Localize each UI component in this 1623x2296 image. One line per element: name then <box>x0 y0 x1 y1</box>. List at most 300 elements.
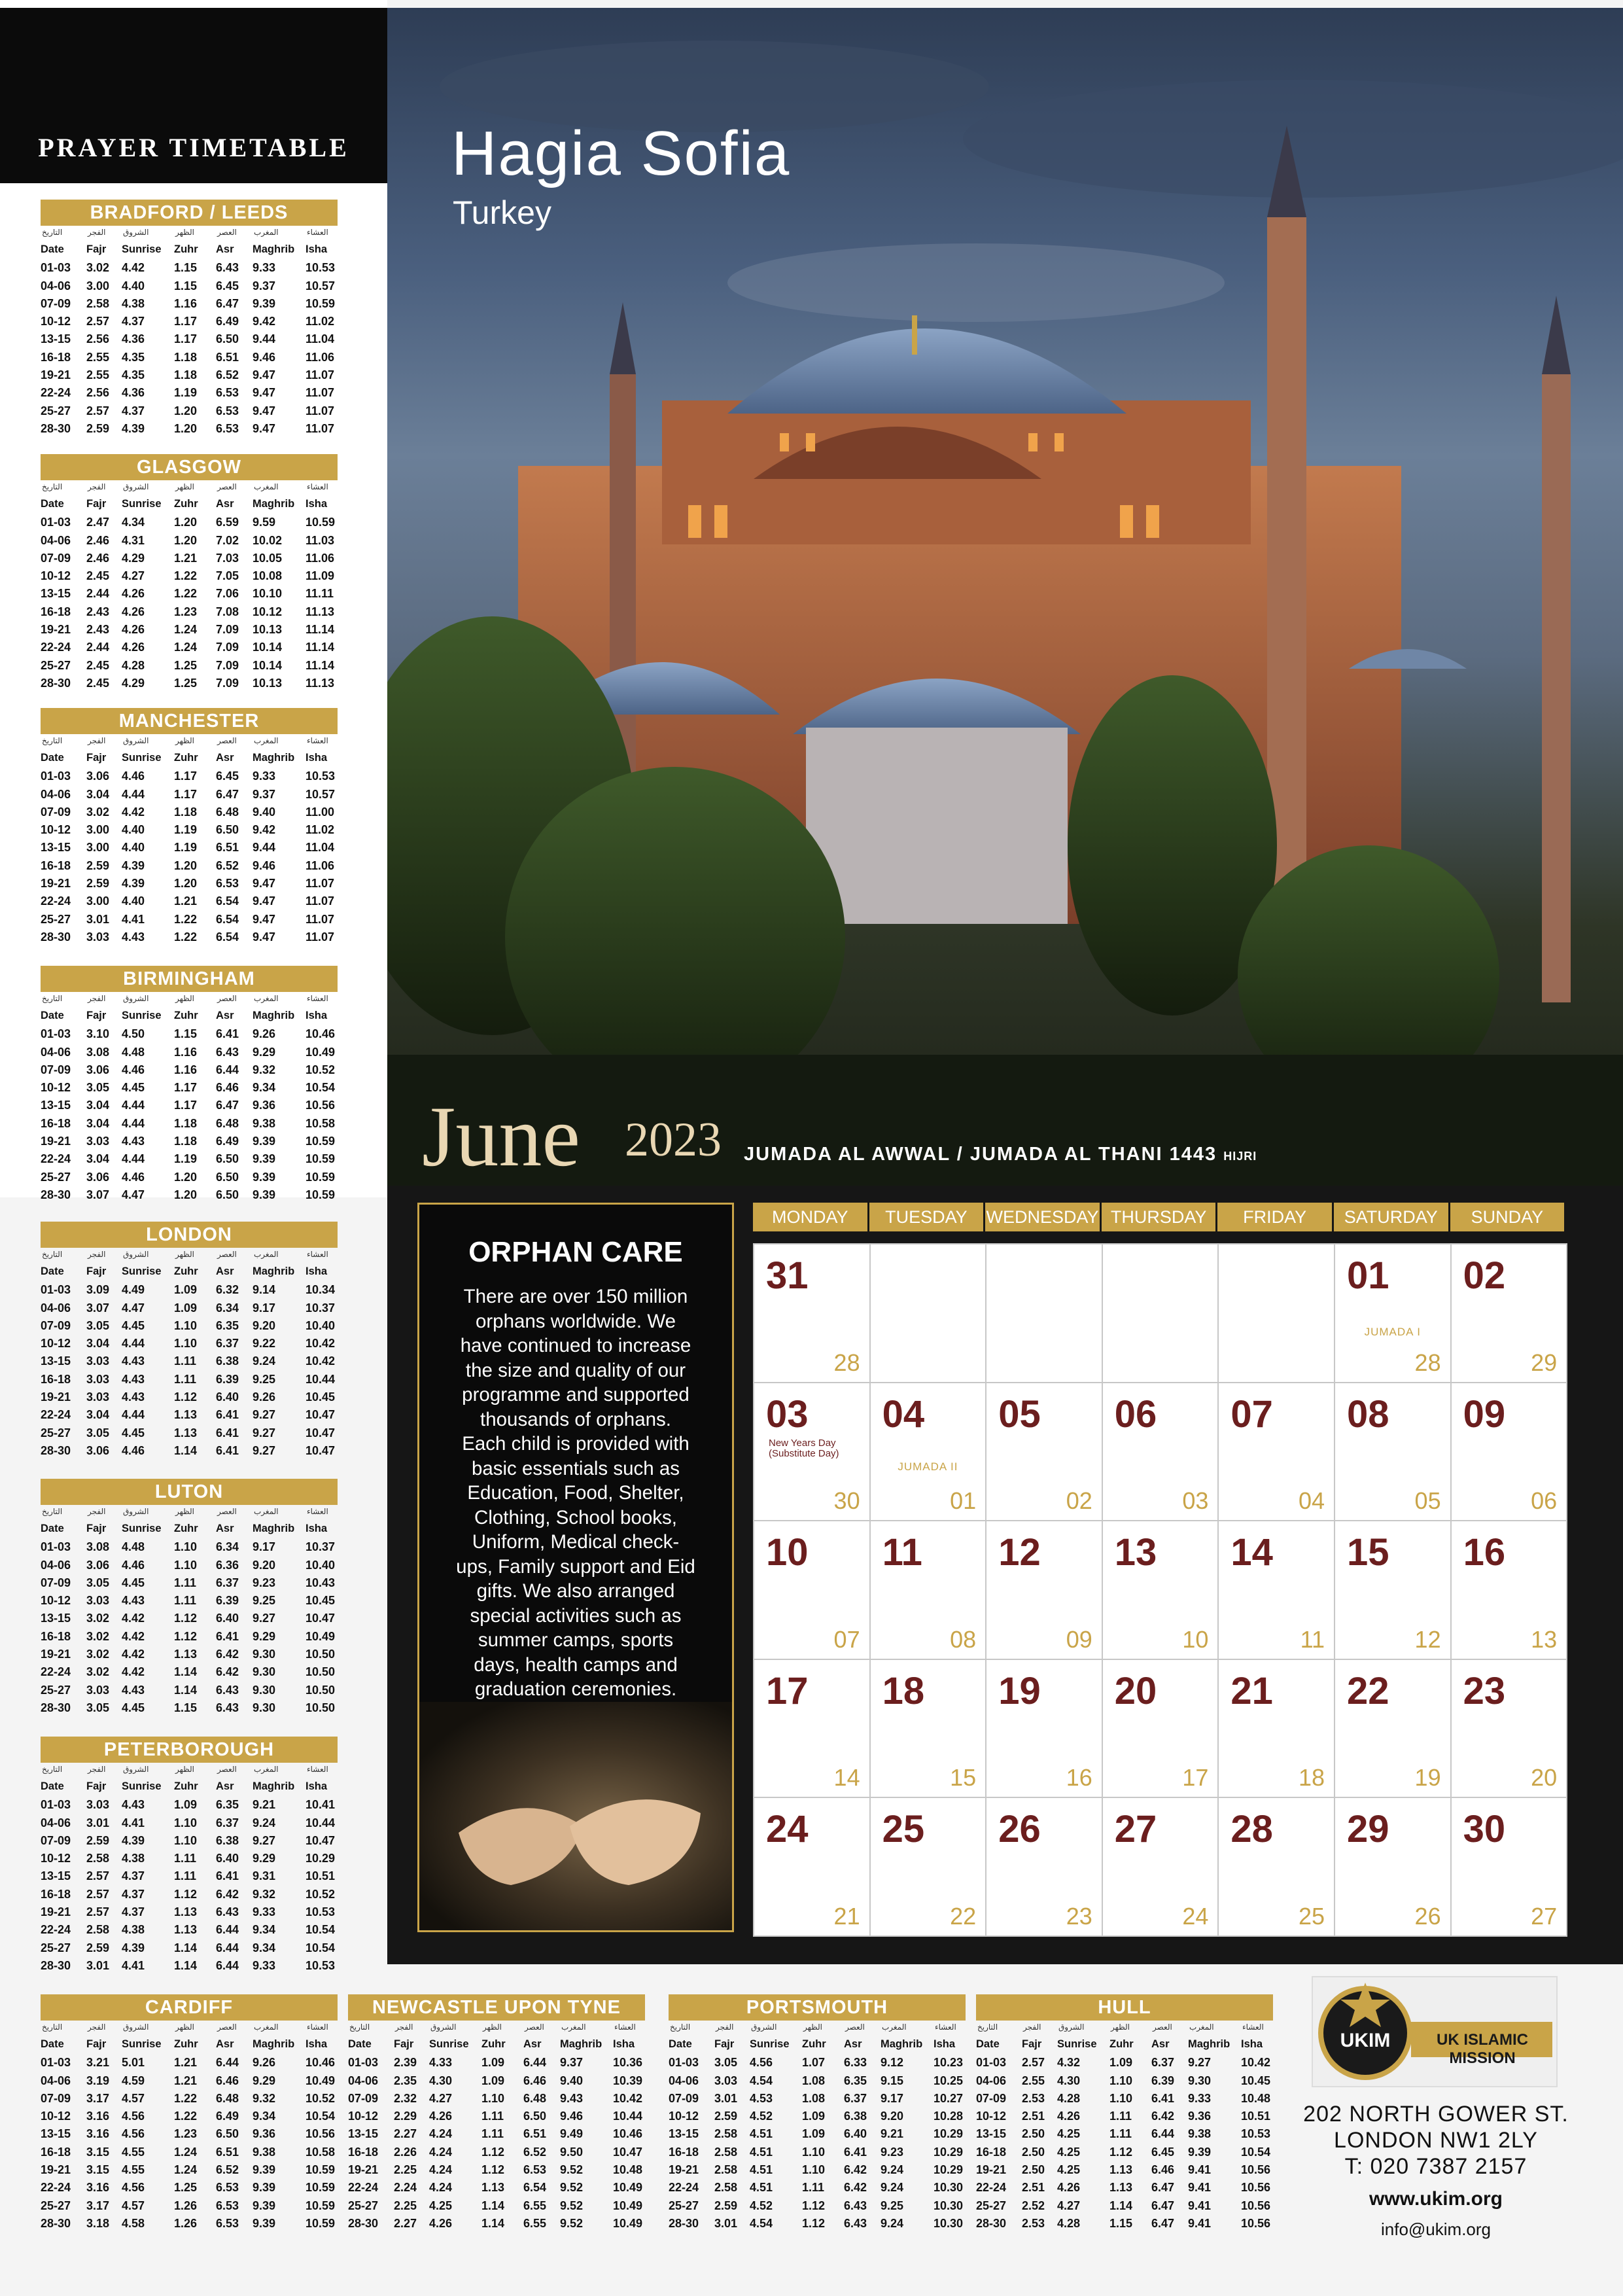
timetable-cell: 6.49 <box>216 315 239 328</box>
calendar-day-cell <box>1334 1382 1452 1522</box>
timetable-cell: 3.01 <box>714 2216 738 2230</box>
timetable-row <box>41 2215 338 2233</box>
timetable-cell: 11.04 <box>305 332 335 346</box>
arabic-column-headers <box>41 1763 338 1778</box>
timetable-cell: 9.47 <box>253 421 276 435</box>
timetable-cell: 10.47 <box>305 1612 336 1625</box>
timetable-cell: 1.13 <box>174 1408 198 1422</box>
timetable-cell: 10.37 <box>305 1540 336 1554</box>
timetable-cell: 3.06 <box>86 1170 110 1184</box>
arabic-column-label: العشاء <box>307 228 328 237</box>
column-label: Sunrise <box>122 1265 162 1277</box>
timetable-cell: 7.05 <box>216 569 239 583</box>
calendar-day-cell <box>1334 1659 1452 1799</box>
timetable-cell: 6.32 <box>216 1283 239 1297</box>
timetable-cell: 3.17 <box>86 2091 110 2105</box>
timetable-cell: 9.41 <box>1188 2163 1212 2177</box>
calendar-day-cell <box>985 1520 1103 1660</box>
column-label: Sunrise <box>122 243 162 255</box>
hijri-day: 25 <box>1298 1902 1325 1930</box>
timetable-cell: 10.56 <box>1241 2163 1271 2177</box>
gregorian-day: 23 <box>1463 1669 1506 1712</box>
timetable-cell: 1.18 <box>174 350 198 364</box>
timetable-luton <box>41 1479 338 1717</box>
arabic-column-headers <box>41 1505 338 1521</box>
timetable-row <box>41 2197 338 2215</box>
place-country: Turkey <box>453 194 551 231</box>
arabic-column-label: الفجر <box>88 1765 106 1774</box>
timetable-cell: 4.46 <box>122 1443 145 1457</box>
hijri-day: 27 <box>1531 1902 1558 1930</box>
timetable-cell: 04-06 <box>41 1045 71 1059</box>
timetable-cell: 19-21 <box>669 2163 699 2177</box>
timetable-cell: 1.15 <box>1109 2216 1133 2230</box>
column-label: Asr <box>216 1523 234 1534</box>
timetable-cell: 4.25 <box>429 2199 453 2212</box>
column-label: Sunrise <box>122 1523 162 1534</box>
timetable-cell: 3.02 <box>86 1648 110 1661</box>
ukim-logo <box>1312 1976 1558 2087</box>
timetable-cell: 10.47 <box>305 1443 336 1457</box>
timetable-cell: 9.52 <box>560 2163 584 2177</box>
timetable-cell: 9.33 <box>253 1905 276 1919</box>
timetable-cell: 10.59 <box>305 2181 336 2195</box>
timetable-cell: 25-27 <box>41 912 71 926</box>
timetable-cell: 1.11 <box>174 1354 197 1368</box>
hijri-day: 17 <box>1182 1764 1209 1791</box>
hijri-day: 10 <box>1182 1625 1209 1653</box>
timetable-cell: 3.07 <box>86 1301 110 1315</box>
timetable-cell: 9.41 <box>1188 2199 1212 2212</box>
timetable-cell: 3.03 <box>86 1594 110 1608</box>
orphan-care-line: special activities such as <box>470 1604 682 1627</box>
timetable-cell: 9.17 <box>881 2091 904 2105</box>
timetable-cell: 6.50 <box>216 823 239 837</box>
timetable-cell: 16-18 <box>41 605 71 618</box>
timetable-cell: 6.42 <box>1151 2110 1175 2123</box>
timetable-row <box>41 875 338 892</box>
timetable-cell: 7.09 <box>216 658 239 672</box>
arabic-column-label: الفجر <box>1023 2022 1041 2032</box>
timetable-cell: 10.53 <box>305 769 336 783</box>
timetable-cell: 9.38 <box>1188 2127 1212 2141</box>
timetable-cell: 10.58 <box>305 2145 336 2159</box>
email-link[interactable]: info@ukim.org <box>1380 2219 1491 2239</box>
timetable-cell: 9.47 <box>253 877 276 891</box>
timetable-cell: 11.11 <box>305 587 334 601</box>
hijri-months <box>744 1144 1257 1165</box>
gregorian-day: 20 <box>1114 1669 1157 1712</box>
timetable-cell: 10.02 <box>253 533 283 547</box>
timetable-cell: 13-15 <box>348 2127 379 2141</box>
timetable-cell: 11.07 <box>305 912 335 926</box>
timetable-row <box>41 1406 338 1424</box>
timetable-cell: 07-09 <box>41 805 71 819</box>
timetable-row <box>976 2090 1273 2108</box>
timetable-cell: 10.49 <box>305 2074 336 2087</box>
weekday-header: SATURDAY <box>1334 1203 1448 1231</box>
timetable-cell: 9.40 <box>560 2074 584 2087</box>
timetable-cell: 3.06 <box>86 769 110 783</box>
timetable-cell: 9.39 <box>253 2199 276 2212</box>
timetable-row <box>41 603 338 621</box>
gregorian-day: 27 <box>1114 1808 1157 1850</box>
timetable-cell: 6.43 <box>216 1701 239 1714</box>
address-line-2: LONDON NW1 2LY <box>1334 2128 1538 2153</box>
timetable-row <box>41 1592 338 1610</box>
timetable-cell: 4.48 <box>122 1540 145 1554</box>
timetable-cell: 25-27 <box>976 2199 1007 2212</box>
column-label: Sunrise <box>122 1010 162 1021</box>
timetable-cell: 2.57 <box>86 315 110 328</box>
hijri-day: 07 <box>833 1625 860 1653</box>
timetable-cell: 9.36 <box>1188 2110 1212 2123</box>
timetable-cell: 9.39 <box>253 1188 276 1201</box>
timetable-cell: 9.27 <box>253 1443 276 1457</box>
column-label: Date <box>976 2038 1000 2050</box>
timetable-cell: 6.41 <box>216 1408 239 1422</box>
timetable-cell: 6.48 <box>216 805 239 819</box>
column-label: Date <box>41 1523 64 1534</box>
gregorian-day: 15 <box>1347 1531 1389 1574</box>
timetable-cell: 1.22 <box>174 930 198 944</box>
gregorian-day: 12 <box>998 1531 1041 1574</box>
arabic-column-label: الشروق <box>123 1765 149 1774</box>
timetable-cell: 2.59 <box>86 877 110 891</box>
timetable-cell: 7.09 <box>216 641 239 654</box>
timetable-cell: 1.10 <box>174 1833 198 1847</box>
timetable-cell: 10.30 <box>934 2199 964 2212</box>
timetable-cell: 10.49 <box>613 2181 643 2195</box>
timetable-cell: 3.03 <box>86 1372 110 1386</box>
orphan-care-line: days, health camps and <box>474 1653 678 1676</box>
timetable-cell: 04-06 <box>41 1558 71 1572</box>
timetable-cell: 2.58 <box>714 2181 738 2195</box>
timetable-cell: 9.52 <box>560 2199 584 2212</box>
timetable-cell: 6.39 <box>216 1594 239 1608</box>
timetable-cell: 6.50 <box>216 1188 239 1201</box>
timetable-cell: 13-15 <box>41 1099 71 1112</box>
timetable-cell: 3.03 <box>86 1390 110 1404</box>
timetable-row <box>41 1796 338 1814</box>
calendar-day-cell <box>985 1797 1103 1937</box>
calendar-day-cell <box>753 1659 871 1799</box>
timetable-cell: 6.55 <box>523 2216 547 2230</box>
timetable-cell: 2.44 <box>86 587 110 601</box>
timetable-row <box>669 2125 966 2143</box>
gregorian-day: 03 <box>766 1392 809 1436</box>
timetable-cell: 4.40 <box>122 894 145 908</box>
timetable-cell: 2.59 <box>714 2110 738 2123</box>
timetable-cell: 4.54 <box>750 2216 773 2230</box>
timetable-cell: 1.09 <box>802 2110 826 2123</box>
timetable-cell: 11.13 <box>305 605 335 618</box>
column-label: Asr <box>216 243 234 255</box>
timetable-cell: 4.29 <box>122 676 145 690</box>
timetable-cell: 7.08 <box>216 605 239 618</box>
timetable-cell: 4.35 <box>122 368 145 382</box>
arabic-column-label: العصر <box>217 1250 237 1259</box>
timetable-cell: 6.42 <box>216 1887 239 1901</box>
calendar-day-cell <box>1217 1382 1335 1522</box>
timetable-cell: 9.24 <box>881 2216 904 2230</box>
hijri-month-label: JUMADA II <box>898 1460 958 1473</box>
timetable-cell: 6.53 <box>523 2163 547 2177</box>
timetable-cell: 1.16 <box>174 1063 198 1076</box>
arabic-column-label: العصر <box>217 1507 237 1516</box>
timetable-cell: 4.46 <box>122 1558 145 1572</box>
timetable-cell: 10.54 <box>305 1941 336 1954</box>
column-label: Isha <box>1241 2038 1263 2050</box>
arabic-column-label: الشروق <box>123 1507 149 1516</box>
column-label: Fajr <box>86 752 107 764</box>
timetable-cell: 4.38 <box>122 1852 145 1865</box>
arabic-column-headers <box>41 1248 338 1263</box>
timetable-cell: 2.45 <box>86 676 110 690</box>
timetable-row <box>41 675 338 692</box>
timetable-cell: 1.12 <box>174 1629 198 1643</box>
timetable-cell: 4.45 <box>122 1081 145 1095</box>
timetable-cell: 11.07 <box>305 894 335 908</box>
timetable-cell: 10.05 <box>253 551 283 565</box>
timetable-cell: 9.21 <box>253 1798 276 1812</box>
timetable-cell: 1.19 <box>174 823 198 837</box>
timetable-cell: 11.07 <box>305 368 335 382</box>
arabic-column-label: العصر <box>217 736 237 745</box>
timetable-cell: 3.09 <box>86 1283 110 1297</box>
timetable-cell: 4.45 <box>122 1318 145 1332</box>
timetable-cell: 9.30 <box>253 1665 276 1679</box>
timetable-cell: 07-09 <box>41 1063 71 1076</box>
timetable-cell: 6.44 <box>216 2056 239 2070</box>
gregorian-day: 13 <box>1114 1531 1157 1574</box>
timetable-cell: 04-06 <box>41 1816 71 1829</box>
timetable-cell: 3.02 <box>86 261 110 275</box>
timetable-cell: 1.13 <box>174 1905 198 1919</box>
timetable-cell: 6.47 <box>216 787 239 801</box>
timetable-cell: 07-09 <box>41 2091 71 2105</box>
weekday-header: SUNDAY <box>1450 1203 1565 1231</box>
timetable-row <box>976 2054 1273 2072</box>
timetable-cell: 9.32 <box>253 1887 276 1901</box>
timetable-cell: 9.36 <box>253 2127 276 2141</box>
timetable-cell: 1.14 <box>481 2199 505 2212</box>
timetable-cell: 10-12 <box>669 2110 699 2123</box>
timetable-cell: 10.43 <box>305 1576 336 1589</box>
timetable-cell: 2.56 <box>86 332 110 346</box>
timetable-cell: 4.56 <box>122 2110 145 2123</box>
timetable-cell: 1.17 <box>174 1099 198 1112</box>
timetable-cell: 4.45 <box>122 1426 145 1439</box>
timetable-cell: 1.10 <box>1109 2091 1133 2105</box>
timetable-cell: 4.42 <box>122 805 145 819</box>
timetable-cell: 2.27 <box>394 2216 417 2230</box>
timetable-row <box>669 2054 966 2072</box>
timetable-cell: 2.50 <box>1022 2145 1045 2159</box>
timetable-cell: 10.56 <box>1241 2199 1271 2212</box>
timetable-cell: 11.06 <box>305 858 335 872</box>
column-label: Date <box>41 243 64 255</box>
timetable-row <box>41 1317 338 1335</box>
arabic-column-label: الفجر <box>88 1250 106 1259</box>
timetable-cell: 10.48 <box>1241 2091 1271 2105</box>
timetable-cell: 10-12 <box>41 1594 71 1608</box>
timetable-cell: 6.51 <box>523 2127 547 2141</box>
timetable-cell: 28-30 <box>41 1958 71 1972</box>
timetable-cell: 16-18 <box>348 2145 379 2159</box>
arabic-column-label: المغرب <box>254 736 279 745</box>
timetable-cell: 10.47 <box>305 1408 336 1422</box>
timetable-cell: 4.47 <box>122 1301 145 1315</box>
website-link[interactable]: www.ukim.org <box>1369 2188 1503 2210</box>
gregorian-day: 28 <box>1230 1808 1273 1850</box>
timetable-cell: 4.40 <box>122 823 145 837</box>
gregorian-day: 11 <box>882 1531 922 1574</box>
timetable-cell: 4.44 <box>122 1099 145 1112</box>
column-label: Asr <box>844 2038 862 2050</box>
timetable-cell: 6.34 <box>216 1301 239 1315</box>
timetable-row <box>41 2161 338 2179</box>
timetable-cell: 9.59 <box>253 516 276 529</box>
timetable-cell: 4.27 <box>122 569 145 583</box>
city-name: GLASGOW <box>41 454 338 480</box>
timetable-cell: 3.05 <box>86 1318 110 1332</box>
timetable-cell: 4.46 <box>122 1063 145 1076</box>
column-headers <box>348 2036 645 2054</box>
timetable-cell: 9.27 <box>253 1833 276 1847</box>
timetable-cell: 1.17 <box>174 769 198 783</box>
timetable-cell: 4.26 <box>429 2110 453 2123</box>
column-label: Fajr <box>86 1780 107 1792</box>
timetable-row <box>41 1663 338 1681</box>
timetable-cell: 1.24 <box>174 2163 198 2177</box>
timetable-cell: 10-12 <box>41 1081 71 1095</box>
timetable-cell: 9.27 <box>253 1426 276 1439</box>
column-label: Isha <box>305 1010 328 1021</box>
timetable-cell: 9.29 <box>253 2074 276 2087</box>
timetable-cell: 6.39 <box>216 1372 239 1386</box>
timetable-cell: 4.26 <box>1057 2110 1081 2123</box>
timetable-cell: 4.33 <box>429 2056 453 2070</box>
city-name: MANCHESTER <box>41 708 338 734</box>
column-label: Zuhr <box>481 2038 506 2050</box>
timetable-cell: 10-12 <box>41 569 71 583</box>
timetable-cell: 07-09 <box>41 1576 71 1589</box>
timetable-birmingham <box>41 966 338 1204</box>
timetable-row <box>41 1574 338 1592</box>
timetable-cell: 6.40 <box>216 1390 239 1404</box>
timetable-row <box>41 1133 338 1150</box>
orphan-care-line: Uniform, Medical check- <box>472 1531 680 1553</box>
timetable-cell: 4.47 <box>122 1188 145 1201</box>
timetable-cell: 10.42 <box>1241 2056 1271 2070</box>
timetable-cell: 6.44 <box>523 2056 547 2070</box>
column-label: Asr <box>216 752 234 764</box>
arabic-column-label: الشروق <box>123 736 149 745</box>
timetable-cell: 6.37 <box>844 2091 867 2105</box>
timetable-cell: 10.48 <box>613 2163 643 2177</box>
hijri-day: 28 <box>833 1349 860 1376</box>
timetable-cell: 9.37 <box>253 787 276 801</box>
timetable-cell: 6.35 <box>216 1798 239 1812</box>
timetable-cell: 10.14 <box>253 658 283 672</box>
timetable-cell: 4.26 <box>1057 2181 1081 2195</box>
timetable-cell: 2.59 <box>86 1833 110 1847</box>
timetable-cell: 4.37 <box>122 1869 145 1883</box>
arabic-column-label: الظهر <box>803 2022 822 2032</box>
timetable-cell: 10.50 <box>305 1648 336 1661</box>
timetable-row <box>41 804 338 821</box>
timetable-cell: 1.11 <box>481 2127 504 2141</box>
timetable-cell: 11.03 <box>305 533 335 547</box>
timetable-row <box>41 1150 338 1168</box>
timetable-portsmouth <box>669 1994 966 2233</box>
column-label: Zuhr <box>174 498 198 510</box>
column-label: Date <box>41 2038 64 2050</box>
column-label: Isha <box>305 1523 328 1534</box>
timetable-cell: 04-06 <box>976 2074 1007 2087</box>
timetable-cell: 10.30 <box>934 2216 964 2230</box>
calendar-day-cell <box>1102 1797 1219 1937</box>
timetable-cell: 9.46 <box>253 858 276 872</box>
timetable-cell: 1.25 <box>174 676 198 690</box>
hijri-day: 16 <box>1066 1764 1092 1791</box>
timetable-cell: 25-27 <box>41 658 71 672</box>
timetable-cell: 4.26 <box>122 623 145 637</box>
timetable-cell: 6.48 <box>216 2091 239 2105</box>
timetable-row <box>41 349 338 366</box>
timetable-cell: 4.43 <box>122 1798 145 1812</box>
hijri-day: 05 <box>1414 1487 1441 1514</box>
gregorian-day: 09 <box>1463 1392 1506 1436</box>
column-label: Date <box>41 1780 64 1792</box>
timetable-cell: 25-27 <box>41 1170 71 1184</box>
timetable-cell: 6.45 <box>216 279 239 292</box>
calendar-day-cell <box>985 1382 1103 1522</box>
timetable-cell: 25-27 <box>41 1941 71 1954</box>
timetable-cell: 10.57 <box>305 787 336 801</box>
timetable-cell: 07-09 <box>41 551 71 565</box>
timetable-cell: 1.25 <box>174 658 198 672</box>
calendar-day-cell <box>869 1659 987 1799</box>
timetable-cell: 11.14 <box>305 658 335 672</box>
timetable-row <box>669 2144 966 2161</box>
timetable-cell: 6.54 <box>216 894 239 908</box>
timetable-cell: 10.27 <box>934 2091 964 2105</box>
timetable-cell: 4.54 <box>750 2074 773 2087</box>
timetable-cell: 6.43 <box>216 1905 239 1919</box>
timetable-cell: 2.59 <box>86 1941 110 1954</box>
timetable-cell: 28-30 <box>41 1188 71 1201</box>
column-label: Maghrib <box>253 2038 295 2050</box>
timetable-cell: 4.56 <box>122 2127 145 2141</box>
timetable-cell: 4.26 <box>122 605 145 618</box>
arabic-column-headers <box>976 2021 1273 2036</box>
timetable-cell: 6.49 <box>216 2110 239 2123</box>
timetable-cell: 10.58 <box>305 1116 336 1130</box>
timetable-cell: 10.29 <box>305 1852 336 1865</box>
column-headers <box>41 1778 338 1796</box>
timetable-cell: 10.56 <box>305 2127 336 2141</box>
timetable-cell: 4.28 <box>1057 2216 1081 2230</box>
timetable-cell: 1.14 <box>174 1683 198 1697</box>
timetable-cell: 22-24 <box>41 894 71 908</box>
timetable-cell: 28-30 <box>976 2216 1007 2230</box>
timetable-cell: 1.20 <box>174 421 198 435</box>
timetable-cell: 10.25 <box>934 2074 964 2087</box>
timetable-row <box>41 366 338 384</box>
timetable-cell: 6.52 <box>216 368 239 382</box>
